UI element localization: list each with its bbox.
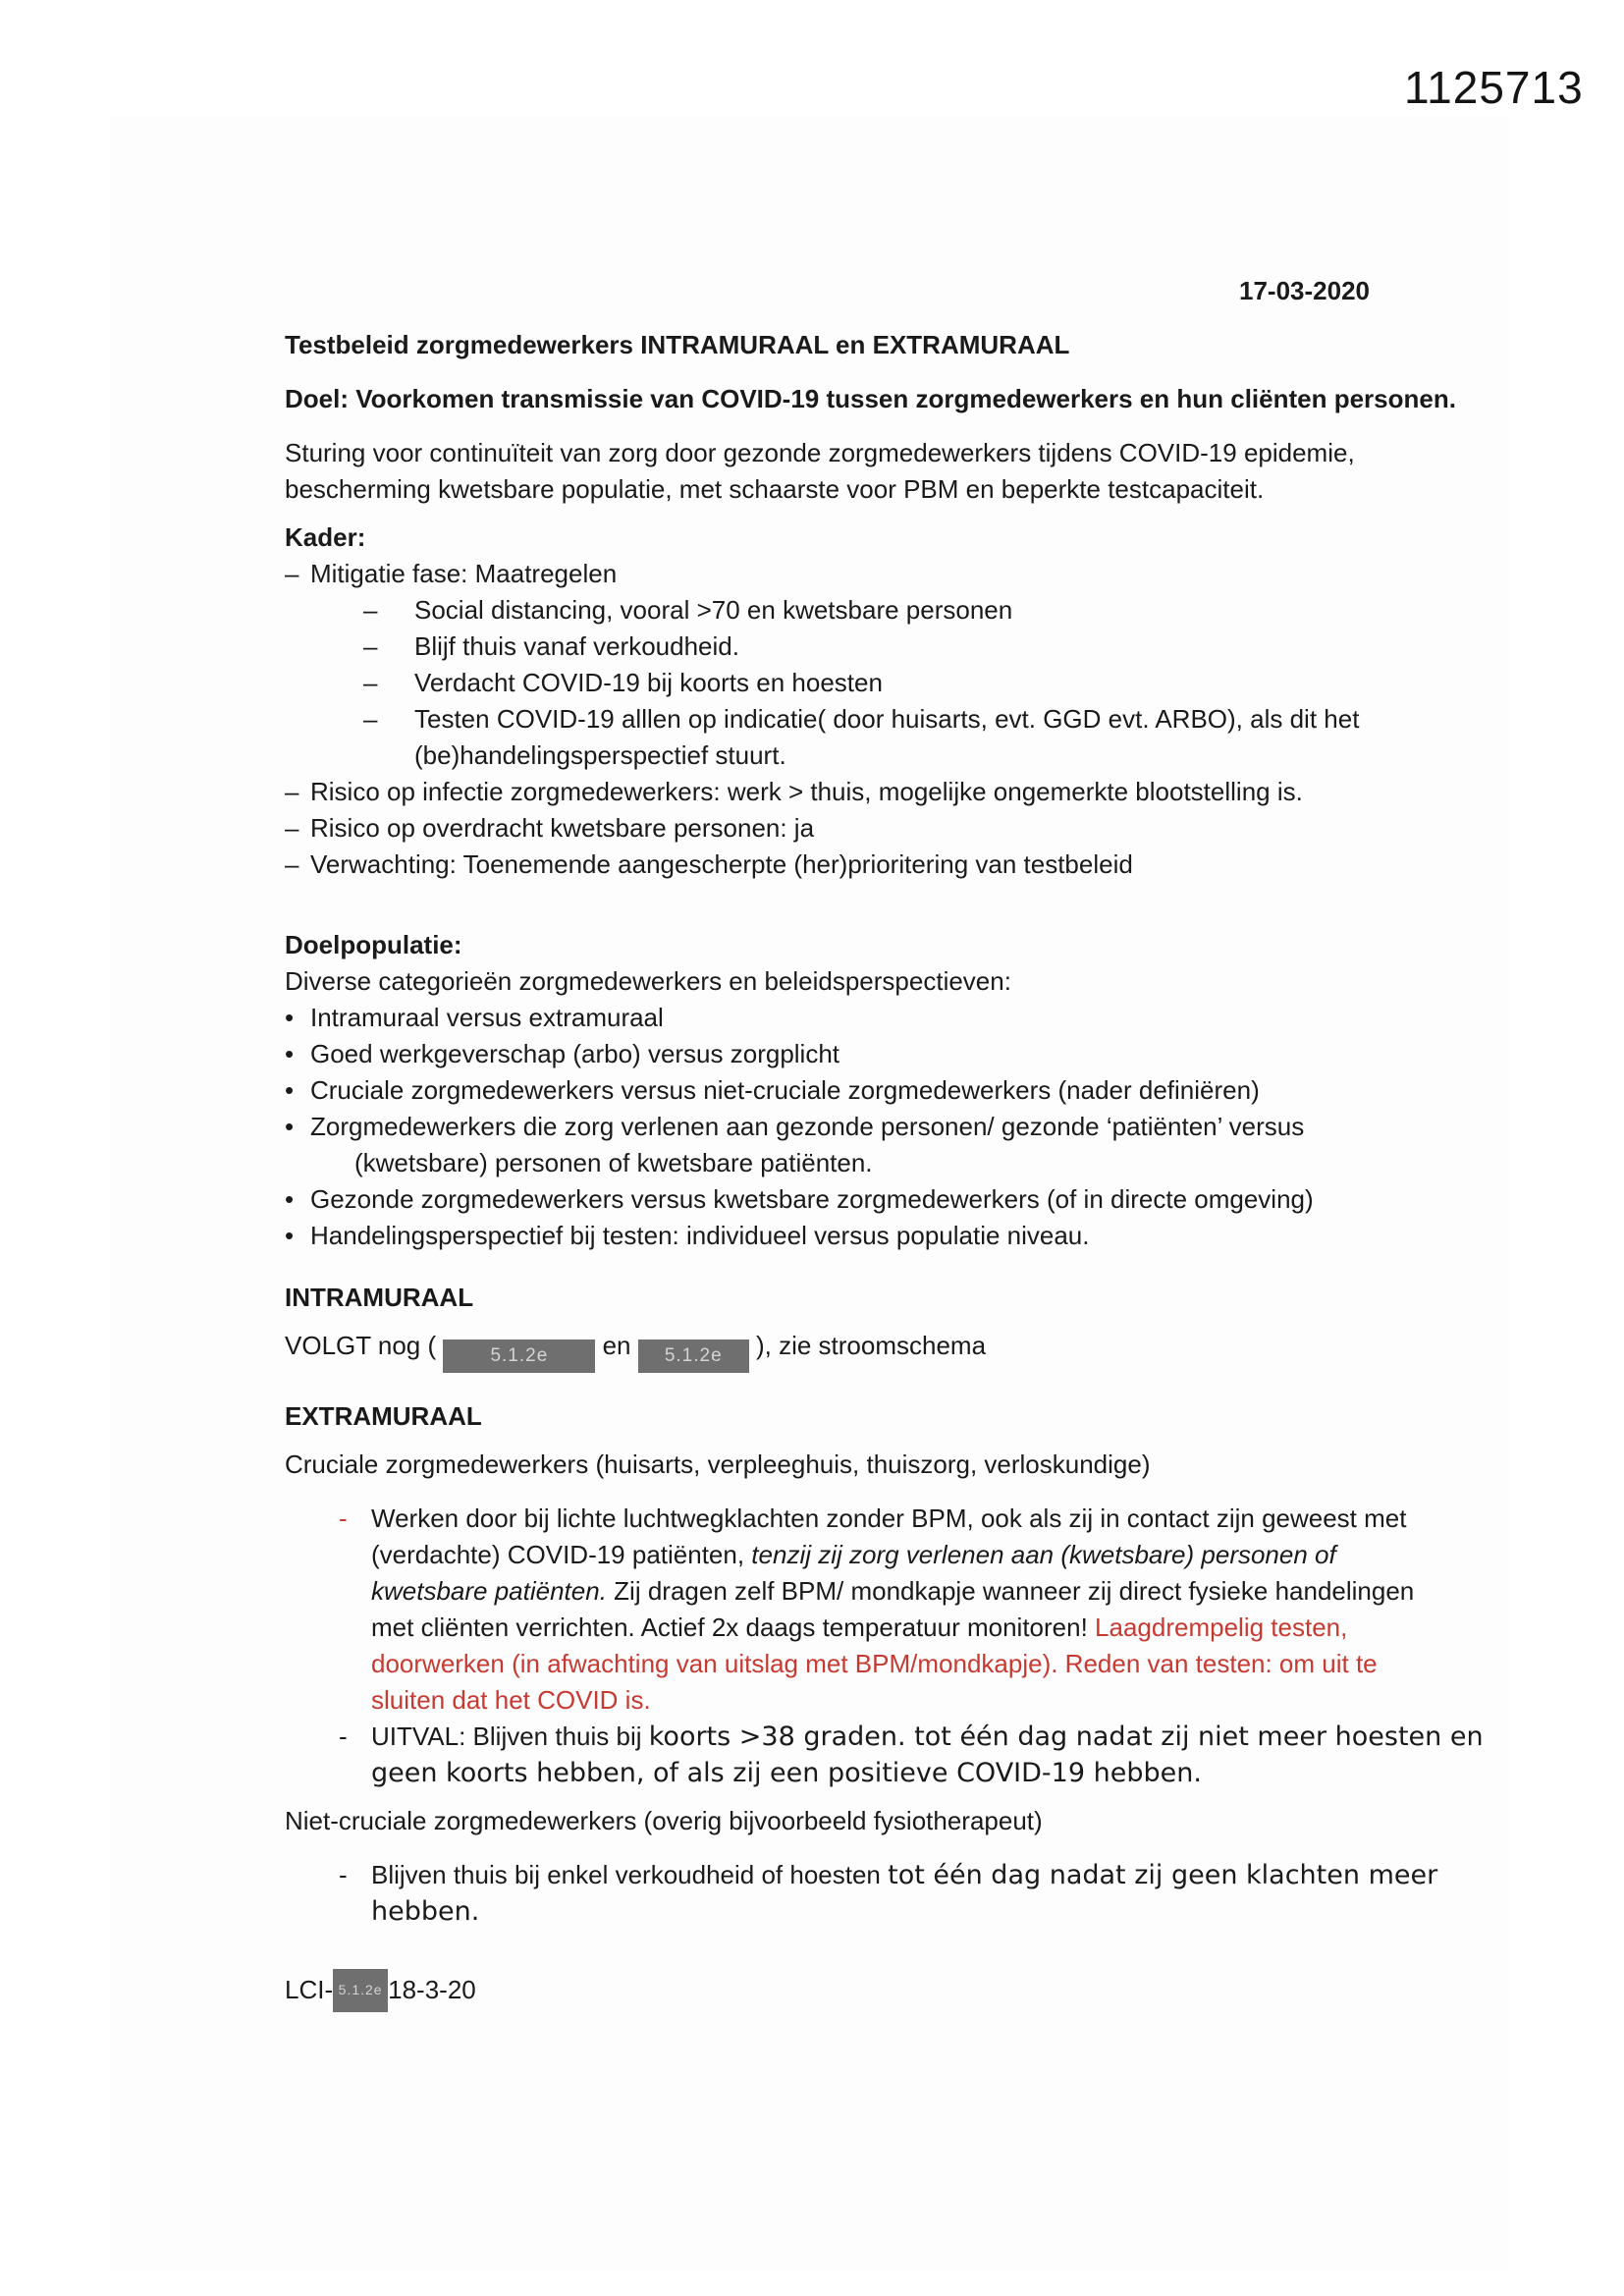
bullet-marker: • [285,1039,295,1068]
kader-item-text: Mitigatie fase: Maatregelen [310,559,618,588]
text-segment-altfont: koorts >38 graden. tot één dag nadat zij niet meer hoesten en [648,1721,1484,1752]
redaction-box: 5.1.2e [638,1339,749,1373]
kader-subitem-text: Social distancing, vooral >70 en kwetsbare personen [414,595,1013,625]
kader-item [285,556,1453,592]
document-title: Testbeleid zorgmedewerkers INTRAMURAAL en EXTRAMURAAL [285,330,1070,359]
niet-cruciale-intro: Niet-cruciale zorgmedewerkers (overig bijvoorbeeld fysiotherapeut) [285,1805,1043,1835]
bullet-line [371,1573,1414,1610]
kader-item-text: Risico op infectie zorgmedewerkers: werk > thuis, mogelijke ongemerkte blootstelling is. [310,777,1303,806]
bullet-text: Handelingsperspectief bij testen: individueel versus populatie niveau. [310,1221,1090,1250]
dash-marker: – [285,559,299,588]
kader-subitem [285,629,1453,665]
kader-subitem-text [414,701,1359,774]
volgt-line [285,1328,1453,1373]
kader-subitem [285,592,1453,629]
text-segment: Zij dragen zelf BPM/ mondkapje wanneer zij direct fysieke handelingen [606,1575,1415,1606]
niet-cruciale-bullet [285,1857,1453,1930]
text-segment: (verdachte) COVID-19 patiënten, [371,1539,752,1569]
volgt-connector: en [595,1331,638,1360]
dash-marker: – [363,631,378,661]
bullet-marker: • [285,1221,295,1250]
doel-statement: Doel: Voorkomen transmissie van COVID-19 tussen zorgmedewerkers en hun cliënten personen. [285,384,1456,413]
bullet-text [310,1109,1304,1181]
bullet-line-red: doorwerken (in afwachting van uitslag met BPM/mondkapje). Reden van testen: om uit te [371,1648,1378,1678]
intro-line: Sturing voor continuïteit van zorg door gezonde zorgmedewerkers tijdens COVID-19 epidemie, [285,438,1355,467]
cruciale-intro: Cruciale zorgmedewerkers (huisarts, verpleeghuis, thuiszorg, verloskundige) [285,1449,1151,1479]
kader-item [285,774,1453,810]
hyphen-marker: - [339,1859,348,1889]
bullet-line-red: sluiten dat het COVID is. [371,1684,651,1715]
dash-marker: – [363,668,378,697]
dash-marker: – [285,849,299,879]
document-date: 17-03-2020 [1239,276,1370,305]
bullet-marker: • [285,1112,295,1141]
dash-marker: – [285,813,299,843]
kader-subitem-text: Verdacht COVID-19 bij koorts en hoesten [414,668,883,697]
kader-item [285,810,1453,847]
doelpopulatie-bullet [285,1109,1453,1181]
kader-item-text: Verwachting: Toenemende aangescherpte (her)prioritering van testbeleid [310,849,1133,879]
kader-subitem-text: Blijf thuis vanaf verkoudheid. [414,631,739,661]
intro-paragraph [285,435,1453,508]
kader-item-text: Risico op overdracht kwetsbare personen: ja [310,813,815,843]
bullet-marker: • [285,1075,295,1105]
bullet-text: Goed werkgeverschap (arbo) versus zorgplicht [310,1039,840,1068]
doelpopulatie-bullet [285,1072,1453,1109]
doelpopulatie-bullet [285,1000,1453,1036]
kader-subitem-line: (be)handelingsperspectief stuurt. [414,740,786,770]
intro-line: bescherming kwetsbare populatie, met schaarste voor PBM en beperkte testcapaciteit. [285,474,1265,504]
bullet-text: Gezonde zorgmedewerkers versus kwetsbare zorgmedewerkers (of in directe omgeving) [310,1184,1314,1214]
cruciale-bullet-werken-door [285,1501,1453,1719]
text-segment-italic: tenzij zij zorg verlenen aan (kwetsbare) personen of [751,1539,1336,1569]
text-segment: UITVAL: Blijven thuis bij [371,1721,649,1751]
bullet-line: Zorgmedewerkers die zorg verlenen aan gezonde personen/ gezonde ‘patiënten’ versus [310,1112,1305,1141]
kader-heading: Kader: [285,522,366,552]
bullet-line [371,1610,1414,1646]
volgt-suffix: ), zie stroomschema [748,1331,987,1360]
bullet-line: Werken door bij lichte luchtwegklachten zonder BPM, ook als zij in contact zijn geweest met [371,1503,1407,1533]
doelpopulatie-bullet [285,1181,1453,1218]
bullet-text [371,1857,1437,1930]
footer-suffix: 18-3-20 [388,1975,476,2004]
redaction-box: 5.1.2e [443,1339,595,1373]
hyphen-marker: - [339,1721,348,1751]
doelpopulatie-bullet [285,1218,1453,1254]
hyphen-marker: - [339,1503,348,1533]
bullet-line [371,1719,1484,1755]
document-content [285,273,1484,2012]
document-number-stamp: 1125713 [1404,62,1584,113]
bullet-text [371,1719,1484,1791]
dash-marker: – [363,595,378,625]
text-segment-italic: kwetsbare patiënten. [371,1575,607,1606]
kader-subitem [285,665,1453,701]
intramuraal-heading: INTRAMURAAL [285,1283,474,1312]
volgt-prefix: VOLGT nog ( [285,1331,444,1360]
dash-marker: – [285,777,299,806]
redaction-box: 5.1.2e [333,1969,388,2012]
kader-subitem-line: Testen COVID-19 alllen op indicatie( door huisarts, evt. GGD evt. ARBO), als dit het [414,704,1360,734]
bullet-line [371,1857,1437,1893]
bullet-line: (kwetsbare) personen of kwetsbare patiënten. [354,1148,873,1177]
cruciale-bullet-uitval [285,1719,1484,1791]
extramuraal-heading: EXTRAMURAAL [285,1400,482,1431]
bullet-line-altfont: hebben. [371,1895,480,1927]
bullet-text: Intramuraal versus extramuraal [310,1003,664,1032]
doelpopulatie-bullet [285,1036,1453,1072]
kader-item [285,847,1453,883]
kader-subitem [285,701,1453,774]
text-segment-red: Laagdrempelig testen, [1087,1612,1348,1642]
bullet-marker: • [285,1184,295,1214]
text-segment: met cliënten verrichten. Actief 2x daags temperatuur monitoren! [371,1612,1088,1642]
bullet-text [371,1501,1414,1719]
bullet-text: Cruciale zorgmedewerkers versus niet-cruciale zorgmedewerkers (nader definiëren) [310,1075,1260,1105]
text-segment-altfont: tot één dag nadat zij geen klachten meer [888,1859,1438,1890]
doelpopulatie-intro: Diverse categorieën zorgmedewerkers en beleidsperspectieven: [285,966,1011,996]
doelpopulatie-heading: Doelpopulatie: [285,930,462,959]
text-segment: Blijven thuis bij enkel verkoudheid of hoesten [371,1859,889,1889]
footer-reference [285,1969,1453,2012]
dash-marker: – [363,704,378,734]
bullet-marker: • [285,1003,295,1032]
footer-prefix: LCI- [285,1975,334,2004]
bullet-line-altfont: geen koorts hebben, of als zij een positieve COVID-19 hebben. [371,1757,1202,1788]
bullet-line [371,1537,1414,1573]
